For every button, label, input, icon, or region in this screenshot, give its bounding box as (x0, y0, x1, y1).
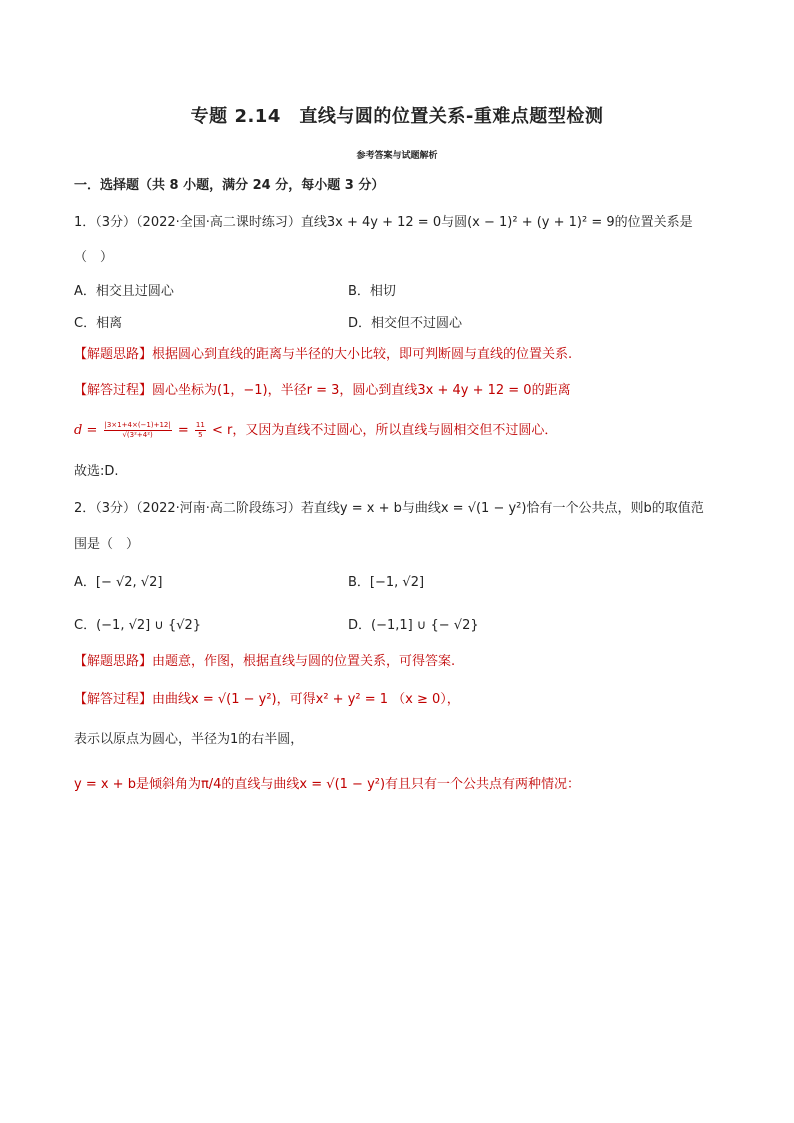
q1-option-d: D．相交但不过圆心 (348, 316, 463, 331)
q1-distance-fraction-result (195, 421, 206, 440)
q1-distance-result-numerator: 11 (195, 421, 205, 429)
q1-option-b: B．相切 (348, 284, 396, 299)
q1-distance-fraction (104, 421, 172, 440)
q1-option-c: C．相离 (74, 316, 123, 331)
q2-process (74, 691, 460, 709)
q2-process-tag: 【解答过程】 (74, 692, 153, 707)
q2-idea-tag: 【解题思路】 (74, 654, 153, 669)
q2-line3: 表示以原点为圆心，半径为1的右半圆， (74, 732, 304, 747)
q1-distance-prefix: d = (74, 423, 98, 438)
q1-answer: 故选:D. (74, 464, 119, 479)
q2-option-c: C．(−1, √2] ∪ {√2} (74, 618, 202, 633)
q1-option-a: A．相交且过圆心 (74, 284, 174, 299)
q1-idea-tag: 【解题思路】 (74, 347, 153, 362)
q1-idea-text: 根据圆心到直线的距离与半径的大小比较，即可判断圆与直线的位置关系. (152, 347, 573, 362)
q1-process-tag: 【解答过程】 (74, 383, 153, 398)
q2-option-d: D．(−1,1] ∪ {− √2} (348, 618, 479, 633)
q2-stem: 2．（3分）（2022·河南·高二阶段练习）若直线y = x + b与曲线x = √(1 − y²)恰有一个公共点，则b的取值范 (74, 501, 704, 516)
q1-idea (74, 346, 572, 364)
q1-distance-formula (74, 421, 557, 440)
q1-process (74, 382, 571, 400)
q2-option-b: B．[−1, √2] (348, 575, 425, 590)
q1-distance-denominator: √(3²+4²) (122, 431, 153, 439)
q1-distance-numerator: |3×1+4×(−1)+12| (104, 421, 171, 429)
q2-process-text: 由曲线x = √(1 − y²)，可得x² + y² = 1 （x ≥ 0）， (152, 692, 460, 707)
q1-distance-equals: = (177, 423, 189, 438)
q2-stem-cont: 围是（ ） (74, 537, 140, 552)
q2-idea (74, 653, 455, 671)
q2-idea-text: 由题意，作图，根据直线与圆的位置关系，可得答案. (152, 654, 456, 669)
page-title: 专题 2.14 直线与圆的位置关系-重难点题型检测 (190, 106, 604, 127)
q2-line4: y = x + b是倾斜角为π/4的直线与曲线x = √(1 − y²)有且只有一个公共点有两种情况： (74, 777, 581, 792)
section-heading: 一．选择题（共 8 小题，满分 24 分，每小题 3 分） (74, 178, 385, 193)
q2-option-a: A．[− √2, √2] (74, 575, 163, 590)
q1-distance-result-denominator: 5 (198, 431, 203, 439)
page-subtitle: 参考答案与试题解析 (356, 151, 438, 161)
q1-paren: （ ） (74, 250, 114, 265)
q1-stem: 1．（3分）（2022·全国·高二课时练习）直线3x + 4y + 12 = 0与圆(x − 1)² + (y + 1)² = 9的位置关系是 (74, 215, 693, 230)
q1-distance-suffix: < r，又因为直线不过圆心，所以直线与圆相交但不过圆心． (211, 423, 558, 438)
q1-process-text: 圆心坐标为(1，−1)，半径r = 3，圆心到直线3x + 4y + 12 = 0的距离 (152, 383, 571, 398)
